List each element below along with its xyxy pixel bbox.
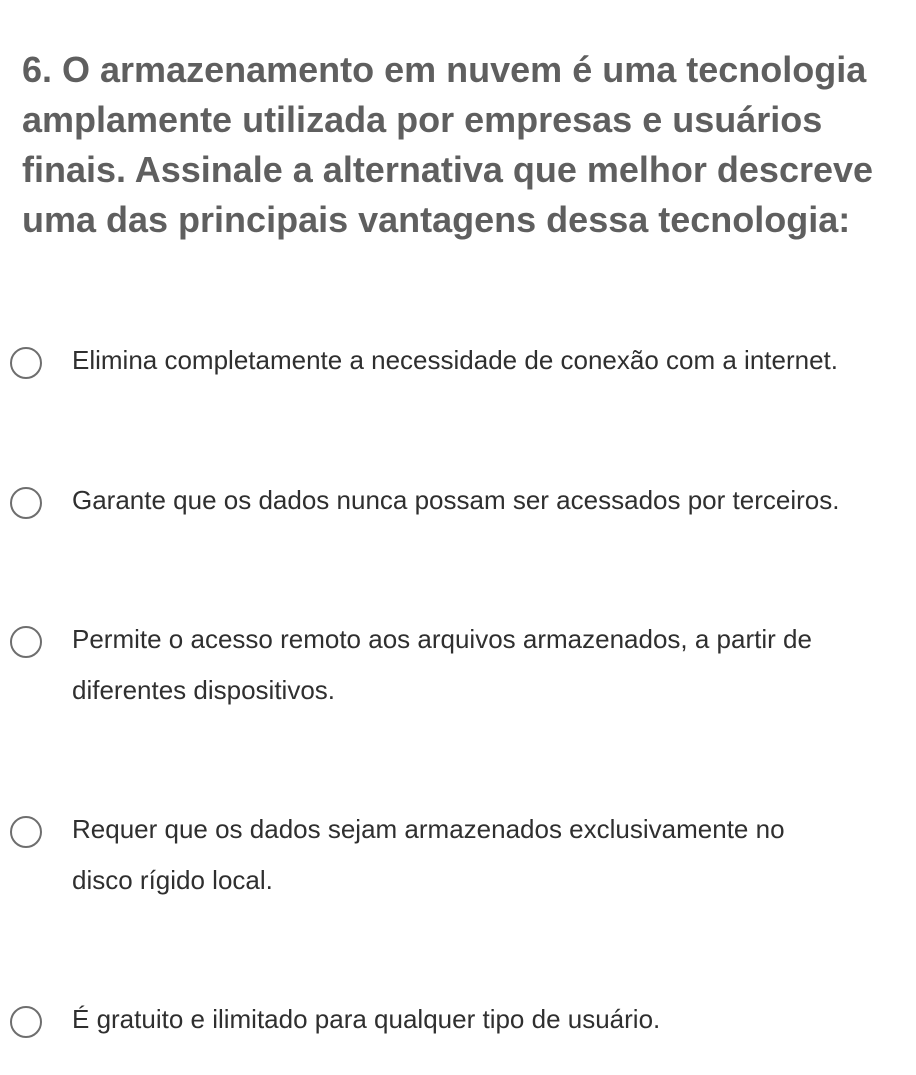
question-text: 6. O armazenamento em nuvem é uma tecnologia amplamente utilizada por empresas e usuários finais. Assinale a alternativa que melhor descreve uma das principais vantagens dessa tecnologia: — [22, 49, 874, 240]
radio-button-unchecked-icon[interactable] — [10, 816, 42, 848]
radio-button-unchecked-icon[interactable] — [10, 487, 42, 519]
option-e-label: É gratuito e ilimitado para qualquer tipo de usuário. — [72, 1004, 661, 1034]
radio-button-unchecked-icon[interactable] — [10, 626, 42, 658]
option-a-label: Elimina completamente a necessidade de conexão com a internet. — [72, 345, 838, 375]
option-b-label: Garante que os dados nunca possam ser acessados por terceiros. — [72, 485, 840, 515]
option-d-label: Requer que os dados sejam armazenados exclusivamente no disco rígido local. — [72, 814, 785, 895]
radio-button-unchecked-icon[interactable] — [10, 1006, 42, 1038]
option-c-label: Permite o acesso remoto aos arquivos armazenados, a partir de diferentes dispositivos. — [72, 624, 812, 705]
radio-button-unchecked-icon[interactable] — [10, 347, 42, 379]
